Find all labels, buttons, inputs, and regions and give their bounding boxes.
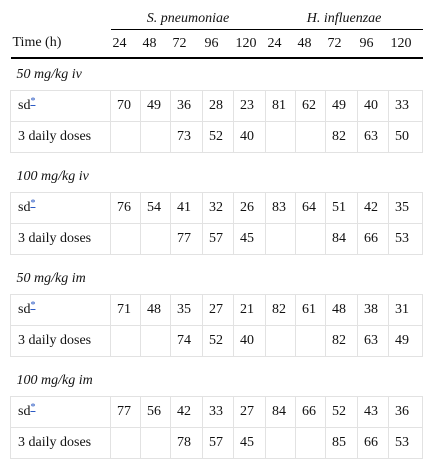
time-header-cell: 120	[234, 30, 266, 59]
footnote-link[interactable]: *	[30, 96, 36, 108]
time-header-cell: 48	[296, 30, 326, 59]
value-cell: 82	[266, 295, 296, 326]
value-cell: 83	[266, 193, 296, 224]
single-dose-row	[11, 295, 423, 326]
value-cell: 61	[296, 295, 326, 326]
value-cell	[111, 224, 141, 255]
value-cell: 27	[234, 397, 266, 428]
value-cell	[296, 122, 326, 153]
value-cell: 84	[326, 224, 358, 255]
value-cell: 27	[203, 295, 234, 326]
value-cell: 56	[141, 397, 171, 428]
value-cell: 42	[358, 193, 389, 224]
three-daily-doses-row	[11, 326, 423, 357]
value-cell: 41	[171, 193, 203, 224]
section-spacer	[11, 255, 423, 264]
value-cell: 52	[203, 122, 234, 153]
value-cell: 63	[358, 326, 389, 357]
three-daily-doses-row	[11, 224, 423, 255]
value-cell	[111, 428, 141, 459]
value-cell: 31	[389, 295, 423, 326]
value-cell	[111, 122, 141, 153]
row-label: 3 daily doses	[11, 122, 111, 153]
section-title: 50 mg/kg iv	[16, 66, 82, 82]
three-daily-doses-row	[11, 122, 423, 153]
footnote-link[interactable]: *	[30, 198, 36, 210]
value-cell	[266, 224, 296, 255]
value-cell: 51	[326, 193, 358, 224]
time-header-cell: 24	[111, 30, 141, 59]
section-title-row	[11, 161, 423, 193]
row-label: 3 daily doses	[11, 224, 111, 255]
value-cell: 74	[171, 326, 203, 357]
organism-header-s-pneumoniae: S. pneumoniae	[111, 8, 266, 30]
value-cell: 26	[234, 193, 266, 224]
value-cell: 40	[358, 91, 389, 122]
value-cell: 48	[326, 295, 358, 326]
value-cell: 23	[234, 91, 266, 122]
row-label	[11, 397, 111, 428]
table-body	[11, 58, 423, 459]
value-cell: 78	[171, 428, 203, 459]
value-cell: 63	[358, 122, 389, 153]
value-cell: 45	[234, 428, 266, 459]
value-cell: 33	[203, 397, 234, 428]
section-title-row	[11, 365, 423, 397]
value-cell: 57	[203, 428, 234, 459]
value-cell: 53	[389, 428, 423, 459]
value-cell: 49	[389, 326, 423, 357]
value-cell: 40	[234, 122, 266, 153]
corner-cell	[11, 8, 111, 30]
value-cell	[296, 326, 326, 357]
value-cell: 64	[296, 193, 326, 224]
single-dose-label: sd	[18, 98, 31, 113]
time-header-cell: 120	[389, 30, 423, 59]
value-cell: 66	[358, 428, 389, 459]
value-cell: 66	[358, 224, 389, 255]
value-cell: 53	[389, 224, 423, 255]
section-spacer	[11, 153, 423, 162]
value-cell: 77	[171, 224, 203, 255]
section-title: 100 mg/kg im	[16, 372, 93, 388]
value-cell: 77	[111, 397, 141, 428]
value-cell: 71	[111, 295, 141, 326]
single-dose-row	[11, 91, 423, 122]
row-label	[11, 193, 111, 224]
value-cell: 36	[389, 397, 423, 428]
value-cell: 81	[266, 91, 296, 122]
value-cell: 73	[171, 122, 203, 153]
time-header-cell: 72	[326, 30, 358, 59]
value-cell	[266, 326, 296, 357]
time-header-cell: 96	[203, 30, 234, 59]
value-cell: 38	[358, 295, 389, 326]
row-label: 3 daily doses	[11, 428, 111, 459]
value-cell: 48	[141, 295, 171, 326]
time-header-cell: 24	[266, 30, 296, 59]
value-cell: 66	[296, 397, 326, 428]
value-cell: 32	[203, 193, 234, 224]
section-spacer	[11, 357, 423, 366]
value-cell: 36	[171, 91, 203, 122]
value-cell: 70	[111, 91, 141, 122]
value-cell: 85	[326, 428, 358, 459]
value-cell: 82	[326, 122, 358, 153]
organism-header-row	[11, 8, 423, 30]
spacer-cell	[11, 153, 423, 162]
spacer-cell	[11, 255, 423, 264]
section-title: 100 mg/kg iv	[16, 168, 89, 184]
time-column-header: Time (h)	[11, 30, 111, 59]
value-cell: 40	[234, 326, 266, 357]
value-cell	[296, 224, 326, 255]
value-cell: 21	[234, 295, 266, 326]
value-cell: 49	[326, 91, 358, 122]
value-cell: 43	[358, 397, 389, 428]
value-cell: 35	[171, 295, 203, 326]
value-cell: 52	[203, 326, 234, 357]
section-title: 50 mg/kg im	[16, 270, 86, 286]
value-cell: 33	[389, 91, 423, 122]
single-dose-label: sd	[18, 200, 31, 215]
time-header-row	[11, 30, 423, 59]
value-cell	[141, 428, 171, 459]
value-cell: 49	[141, 91, 171, 122]
single-dose-row	[11, 193, 423, 224]
value-cell: 57	[203, 224, 234, 255]
value-cell	[296, 428, 326, 459]
value-cell	[266, 428, 296, 459]
single-dose-label: sd	[18, 302, 31, 317]
section-title-row	[11, 58, 423, 91]
results-table	[10, 8, 423, 459]
value-cell: 76	[111, 193, 141, 224]
value-cell	[141, 122, 171, 153]
value-cell: 54	[141, 193, 171, 224]
time-header-cell: 72	[171, 30, 203, 59]
value-cell: 82	[326, 326, 358, 357]
value-cell	[266, 122, 296, 153]
value-cell	[141, 326, 171, 357]
single-dose-row	[11, 397, 423, 428]
value-cell: 50	[389, 122, 423, 153]
value-cell: 28	[203, 91, 234, 122]
time-header-cell: 96	[358, 30, 389, 59]
footnote-link[interactable]: *	[30, 300, 36, 312]
value-cell: 35	[389, 193, 423, 224]
single-dose-label: sd	[18, 404, 31, 419]
value-cell	[111, 326, 141, 357]
value-cell: 84	[266, 397, 296, 428]
value-cell: 62	[296, 91, 326, 122]
time-header-cell: 48	[141, 30, 171, 59]
row-label: 3 daily doses	[11, 326, 111, 357]
value-cell: 52	[326, 397, 358, 428]
footnote-link[interactable]: *	[30, 402, 36, 414]
value-cell	[141, 224, 171, 255]
value-cell: 42	[171, 397, 203, 428]
three-daily-doses-row	[11, 428, 423, 459]
organism-header-h-influenzae: H. influenzae	[266, 8, 423, 30]
row-label	[11, 91, 111, 122]
section-title-row	[11, 263, 423, 295]
spacer-cell	[11, 357, 423, 366]
row-label	[11, 295, 111, 326]
value-cell: 45	[234, 224, 266, 255]
